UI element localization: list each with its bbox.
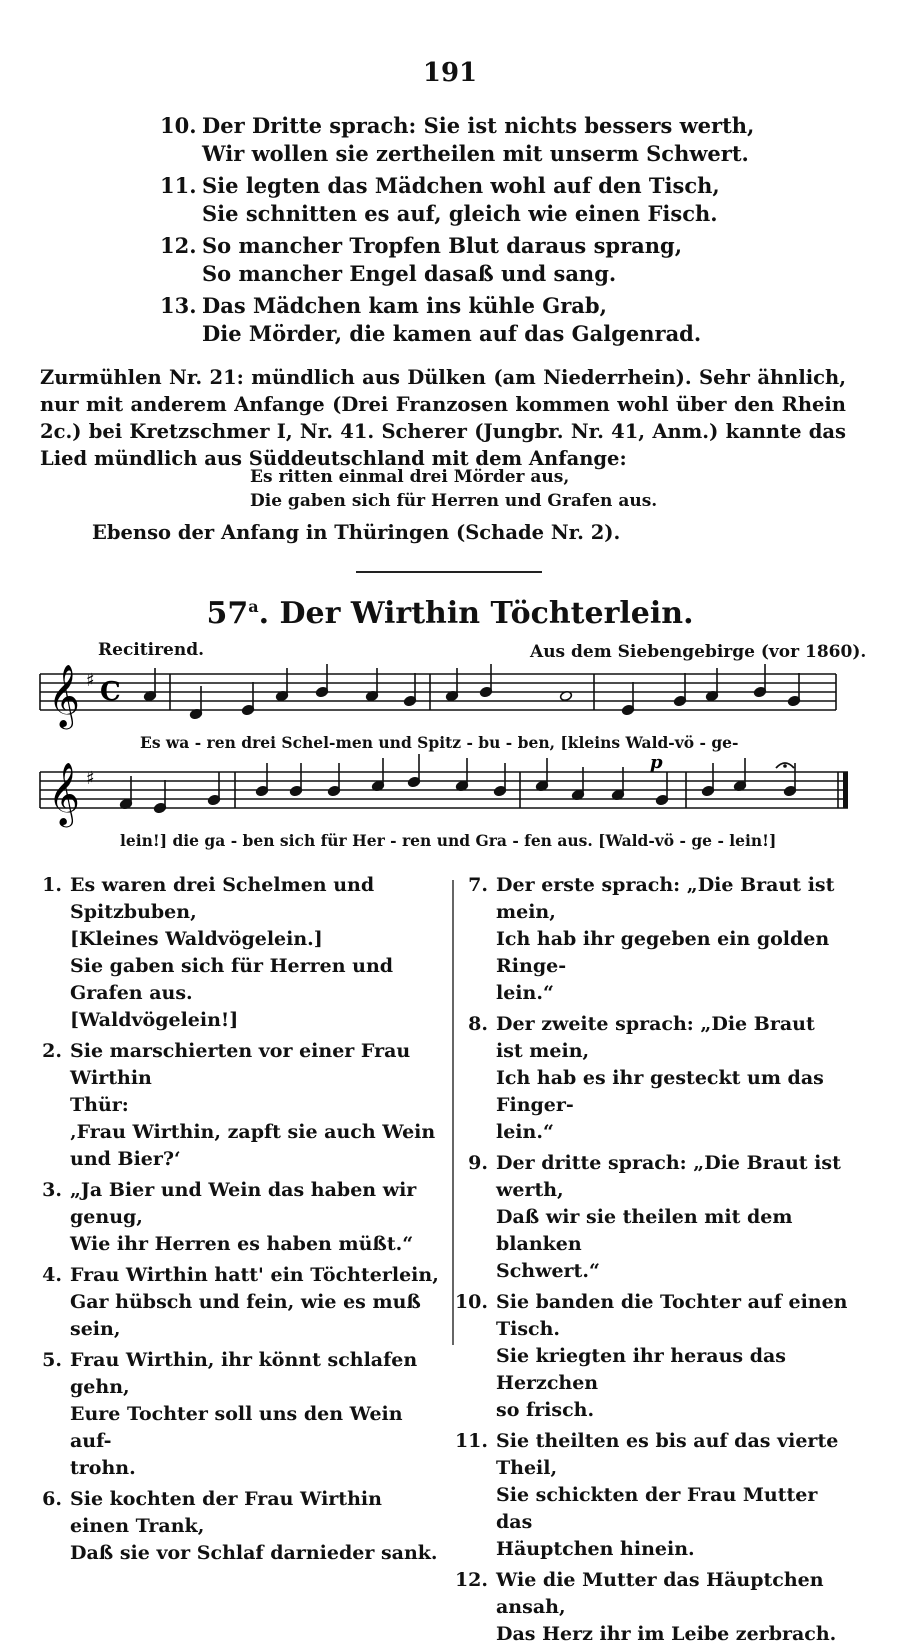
- stanza-line: Ich hab ihr gegeben ein golden Ringe-: [496, 928, 830, 977]
- music-staff-1: [0, 664, 900, 744]
- song-title: 57$^a$. Der Wirthin Töchterlein.: [206, 596, 694, 631]
- key-sharp-icon: ♯: [86, 670, 95, 691]
- stanza-line: Daß wir sie theilen mit dem blanken: [496, 1206, 793, 1255]
- treble-clef-icon: 𝄞: [48, 664, 80, 727]
- stanza: [22, 1177, 440, 1258]
- stanza-number: 12.: [454, 1569, 488, 1591]
- key-sharp-icon: ♯: [86, 768, 95, 789]
- stanza: [22, 1347, 440, 1482]
- verse-text: Sie legten das Mädchen wohl auf den Tisch,: [202, 173, 720, 198]
- stanza-line: Häuptchen hinein.: [496, 1538, 695, 1560]
- top-verses: [160, 112, 754, 352]
- stanza-line: Der dritte sprach: „Die Braut ist: [496, 1152, 841, 1174]
- song-number: 57: [206, 596, 249, 631]
- stanza: [22, 872, 440, 1034]
- stanza-line: Wie ihr Herren es haben müßt.“: [70, 1233, 414, 1255]
- verse-3-line-2: Die Mörder, die kamen auf das Galgenrad.: [202, 321, 702, 346]
- song-title-text: Der Wirthin Töchterlein.: [279, 596, 694, 631]
- page-number: 191: [422, 58, 478, 88]
- stanza-line: lein.“: [496, 982, 554, 1004]
- stanza-line: genug,: [70, 1206, 143, 1228]
- stanza-line: Thür:: [70, 1094, 129, 1116]
- stanza-line: [Kleines Waldvögelein.]: [70, 928, 323, 950]
- stanza-line: trohn.: [70, 1457, 136, 1479]
- stanza-number: 7.: [468, 874, 488, 896]
- lyrics-line-1: Es wa - ren drei Schel-men und Spitz - bu - ben, [kleins Wald-vö - ge-: [140, 733, 739, 752]
- stanza-number: 10.: [454, 1291, 488, 1313]
- stanza: [448, 1428, 848, 1563]
- song-source: Aus dem Siebengebirge (vor 1860).: [530, 642, 867, 662]
- stanza: [22, 1262, 440, 1343]
- stanza-number: 4.: [42, 1264, 62, 1286]
- stanza: [448, 1011, 848, 1146]
- tempo-marking: Recitirend.: [98, 640, 205, 660]
- verse-0-line-2: Wir wollen sie zertheilen mit unserm Schwert.: [202, 141, 749, 166]
- stanza-line: und Bier?‘: [70, 1148, 181, 1170]
- stanza-number: 3.: [42, 1179, 62, 1201]
- verse-2-line-1: [160, 232, 754, 260]
- stanza-line: Schwert.“: [496, 1260, 600, 1282]
- section-divider: [356, 571, 542, 573]
- stanza-line: Es waren drei Schelmen und Spitzbuben,: [70, 874, 375, 923]
- verse-number: 12.: [160, 233, 197, 258]
- stanza-line: Das Herz ihr im Leibe zerbrach.: [496, 1623, 837, 1645]
- stanza-number: 11.: [454, 1430, 488, 1452]
- quote-line-1: Es ritten einmal drei Mörder aus,: [250, 467, 570, 487]
- stanza-line: ‚Frau Wirthin, zapft sie auch Wein: [70, 1121, 436, 1143]
- stanza: [448, 872, 848, 1007]
- verse-number: 10.: [160, 113, 197, 138]
- song-suffix: a: [248, 597, 259, 616]
- stanza-line: Sie kriegten ihr heraus das Herzchen: [496, 1345, 787, 1394]
- verse-number: 11.: [160, 173, 197, 198]
- stanza-line: werth,: [496, 1179, 564, 1201]
- stanza-line: Der erste sprach: „Die Braut ist mein,: [496, 874, 835, 923]
- stanza-line: Sie gaben sich für Herren und Grafen aus.: [70, 955, 394, 1004]
- verse-2-line-2: So mancher Engel dasaß und sang.: [202, 261, 617, 286]
- verse-text: So mancher Tropfen Blut daraus sprang,: [202, 233, 683, 258]
- stanza: [448, 1567, 848, 1648]
- stanza-line: Gar hübsch und fein, wie es muß sein,: [70, 1291, 421, 1340]
- stanza-line: Sie banden die Tochter auf einen Tisch.: [496, 1291, 848, 1340]
- stanza-number: 5.: [42, 1349, 62, 1371]
- stanza-line: „Ja Bier und Wein das haben wir: [70, 1179, 417, 1201]
- quote-line-2: Die gaben sich für Herren und Grafen aus.: [250, 491, 658, 511]
- note-after: Ebenso der Anfang in Thüringen (Schade Nr. 2).: [92, 521, 621, 544]
- verse-1-line-1: [160, 172, 754, 200]
- stanza-line: Ich hab es ihr gesteckt um das Finger-: [496, 1067, 824, 1116]
- lyrics-line-2: lein!] die ga - ben sich für Her - ren und Gra - fen aus. [Wald-vö - ge - lein!]: [120, 831, 777, 850]
- dynamic-marking: p: [650, 754, 663, 773]
- stanza-line: lein.“: [496, 1121, 554, 1143]
- stanza-line: Der zweite sprach: „Die Braut ist mein,: [496, 1013, 815, 1062]
- stanza: [448, 1150, 848, 1285]
- stanza-line: Sie kochten der Frau Wirthin einen Trank,: [70, 1488, 382, 1537]
- stanza-line: Sie schickten der Frau Mutter das: [496, 1484, 818, 1533]
- stanza: [22, 1486, 440, 1567]
- stanza-line: Eure Tochter soll uns den Wein auf-: [70, 1403, 403, 1452]
- stanza-number: 2.: [42, 1040, 62, 1062]
- verse-0-line-1: [160, 112, 754, 140]
- stanza-number: 9.: [468, 1152, 488, 1174]
- verse-text: Das Mädchen kam ins kühle Grab,: [202, 293, 607, 318]
- stanza-line: Frau Wirthin, ihr könnt schlafen gehn,: [70, 1349, 418, 1398]
- stanza-number: 1.: [42, 874, 62, 896]
- stanza-line: Sie theilten es bis auf das vierte Theil,: [496, 1430, 839, 1479]
- stanza-number: 8.: [468, 1013, 488, 1035]
- verse-number: 13.: [160, 293, 197, 318]
- stanza-line: Wie die Mutter das Häuptchen ansah,: [496, 1569, 824, 1618]
- stanza-number: 6.: [42, 1488, 62, 1510]
- stanza-line: so frisch.: [496, 1399, 595, 1421]
- verse-1-line-2: Sie schnitten es auf, gleich wie einen Fisch.: [202, 201, 718, 226]
- common-time-icon: C: [100, 677, 121, 707]
- stanzas-left-column: [22, 872, 440, 1571]
- stanza: [448, 1289, 848, 1424]
- source-note: Zurmühlen Nr. 21: mündlich aus Dülken (am Niederrhein). Sehr ähnlich, nur mit anderem Anfange (Drei Franzosen kommen wohl über den Rhein 2c.) bei Kretzschmer I, Nr. 41. Scherer (Jungbr. Nr. 41, Anm.) kannte das Lied mündlich aus Süddeutschland mit dem Anfange:: [40, 366, 846, 470]
- stanza: [22, 1038, 440, 1173]
- treble-clef-icon: 𝄞: [48, 762, 80, 825]
- stanza-line: [Waldvögelein!]: [70, 1009, 239, 1031]
- stanzas-right-column: [448, 872, 848, 1652]
- stanza-line: Daß sie vor Schlaf darnieder sank.: [70, 1542, 438, 1564]
- stanza-line: Frau Wirthin hatt' ein Töchterlein,: [70, 1264, 439, 1286]
- stanza-line: Sie marschierten vor einer Frau Wirthin: [70, 1040, 411, 1089]
- verse-3-line-1: [160, 292, 754, 320]
- verse-text: Der Dritte sprach: Sie ist nichts bessers werth,: [202, 113, 755, 138]
